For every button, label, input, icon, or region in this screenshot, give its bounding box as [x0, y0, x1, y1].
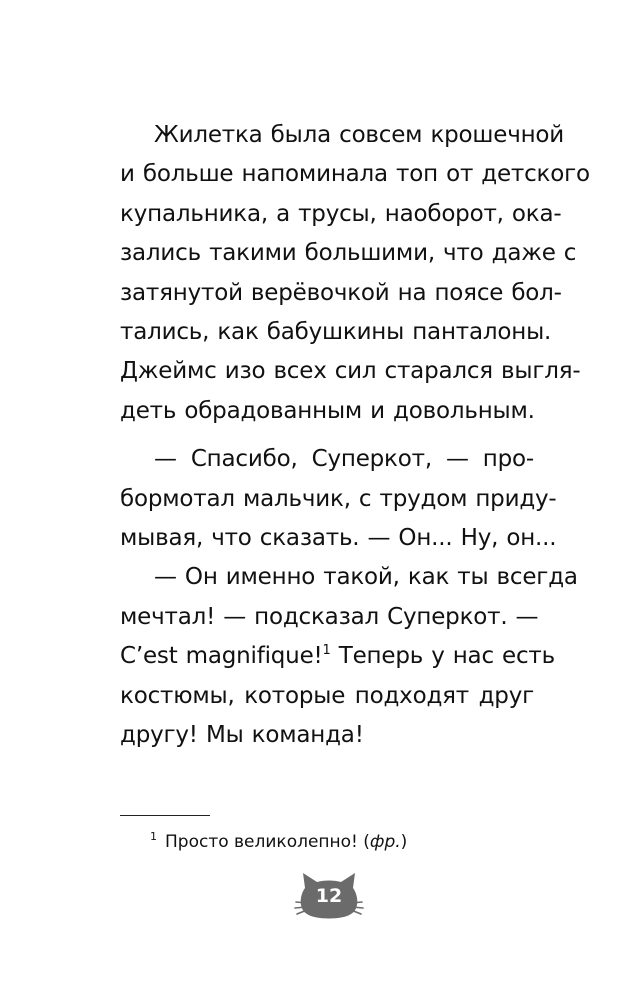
text-line: костюмы, которые подходят друг: [120, 682, 534, 709]
text-line: бормотал мальчик, с трудом приду-: [120, 485, 557, 512]
page-number-badge: [293, 870, 365, 922]
main-text: [120, 116, 590, 756]
paragraph-1: [120, 116, 590, 431]
text-line: другу! Мы команда!: [120, 722, 364, 749]
text-line: тались, как бабушкины панталоны.: [120, 319, 552, 346]
text-line: — Он именно такой, как ты всегда: [154, 564, 578, 591]
text-line: мечтал! — подсказал Суперкот. —: [120, 603, 539, 630]
text-line: — Спасибо, Суперкот, — про-: [154, 446, 534, 473]
footnote-reference[interactable]: 1: [322, 643, 331, 659]
footnote: [150, 830, 407, 854]
text-line: зались такими большими, что даже с: [120, 240, 577, 267]
text-line: купальника, а трусы, наоборот, ока-: [120, 200, 562, 227]
text-line: мывая, что сказать. — Он... Ну, он...: [120, 525, 557, 552]
paragraph-2: [120, 440, 557, 558]
footnote-divider: [120, 815, 210, 816]
footnote-marker: 1: [150, 830, 157, 843]
text-line: и больше напоминала топ от детского: [120, 161, 590, 188]
line-continuation: Теперь у нас есть: [330, 643, 555, 670]
footnote-close: ): [400, 832, 408, 852]
text-line: Джеймс изо всех сил старался выгля-: [120, 358, 581, 385]
paragraph-3: [120, 558, 578, 755]
text-line-with-footnote: [120, 637, 555, 676]
text-line: деть обрадованным и довольным.: [120, 397, 535, 424]
foreign-phrase: C’est magnifique!: [120, 643, 323, 670]
text-line: Жилетка была совсем крошечной: [154, 122, 565, 148]
footnote-text: Просто великолепно! (: [165, 832, 370, 852]
text-line: затянутой верёвочкой на поясе бол-: [120, 279, 562, 306]
page-number: 12: [315, 885, 343, 907]
footnote-language: фр.: [369, 832, 401, 852]
